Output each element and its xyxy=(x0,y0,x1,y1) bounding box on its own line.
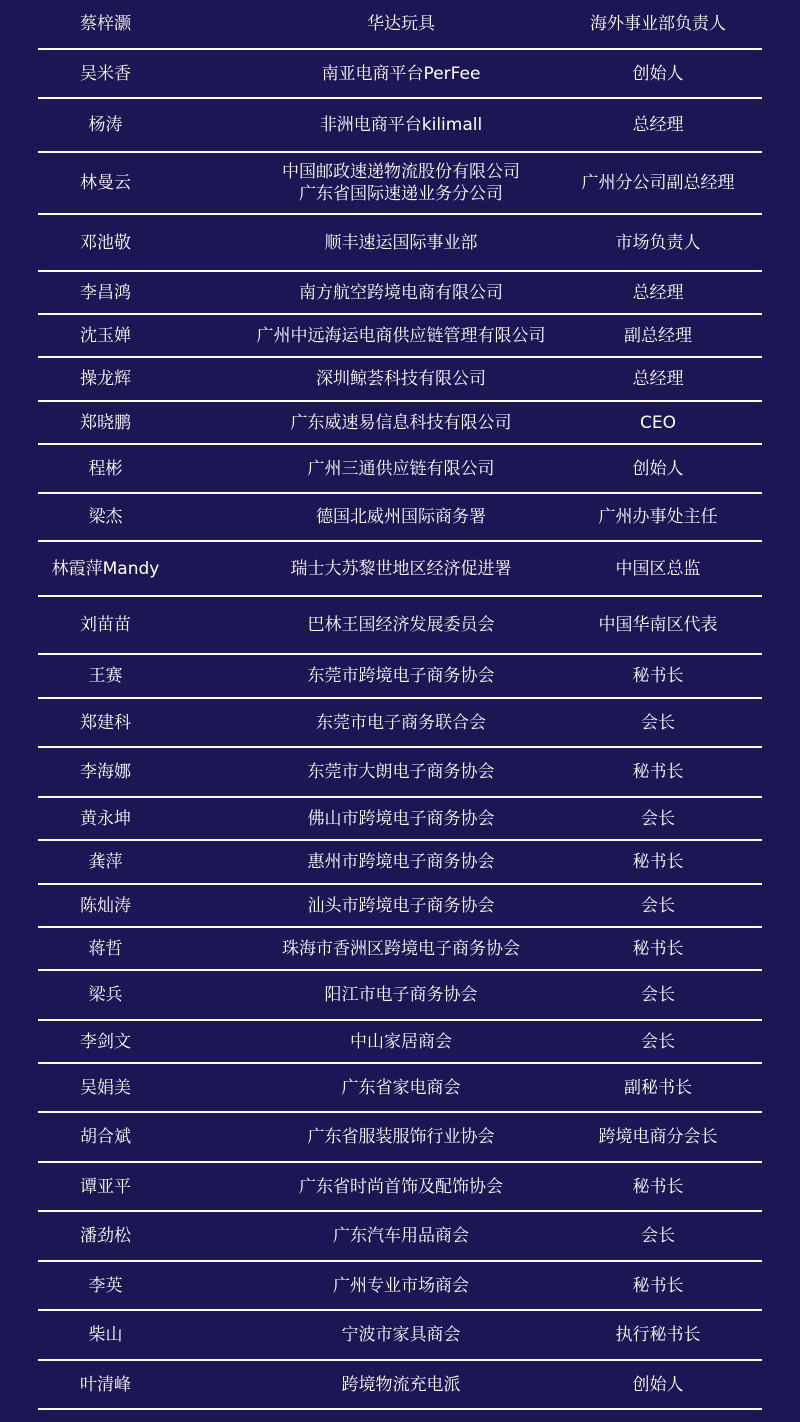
table-row xyxy=(38,445,762,494)
table-row xyxy=(38,272,762,315)
job-title: 会长 xyxy=(641,1031,675,1052)
person-name: 郑建科 xyxy=(80,712,131,733)
table-row xyxy=(38,798,762,841)
person-name: 梁杰 xyxy=(88,507,123,527)
organization xyxy=(173,1212,629,1260)
person-name: 陈灿涛 xyxy=(80,895,131,916)
person-name: 柴山 xyxy=(88,1325,123,1345)
job-title: 执行秘书长 xyxy=(615,1325,701,1345)
organization-line: 中山家居商会 xyxy=(350,1031,452,1052)
table-row xyxy=(38,1361,762,1410)
person-name: 蔡梓灏 xyxy=(80,14,131,34)
organization-line: 广东省家电商会 xyxy=(341,1077,461,1098)
organization-line: 广州三通供应链有限公司 xyxy=(307,458,495,479)
job-title: 广州办事处主任 xyxy=(598,507,718,527)
job-title: 跨境电商分会长 xyxy=(598,1127,718,1147)
job-title: 会长 xyxy=(641,985,675,1005)
job-title: 总经理 xyxy=(632,282,684,303)
table-row xyxy=(38,494,762,542)
person-name: 胡合斌 xyxy=(80,1127,131,1147)
organization-line: 广东威速易信息科技有限公司 xyxy=(290,412,512,433)
table-row xyxy=(38,542,762,597)
person-name: 王赛 xyxy=(88,666,123,686)
table-row xyxy=(38,315,762,358)
job-title: 广州分公司副总经理 xyxy=(581,173,735,193)
person-name: 吴米香 xyxy=(80,63,131,84)
person-name: 李英 xyxy=(88,1275,123,1296)
person-name: 吴娟美 xyxy=(80,1077,131,1098)
organization-line: 顺丰速运国际事业部 xyxy=(324,232,478,253)
organization-line: 深圳鲸荟科技有限公司 xyxy=(316,369,486,389)
table-row xyxy=(38,99,762,153)
organization-line: 广东省服装服饰行业协会 xyxy=(307,1127,495,1147)
organization xyxy=(173,1311,629,1359)
person-name: 潘劲松 xyxy=(80,1226,131,1246)
person-name: 林曼云 xyxy=(80,173,131,193)
table-row xyxy=(38,597,762,655)
table-row xyxy=(38,215,762,272)
organization-line: 华达玩具 xyxy=(367,14,435,34)
person-name: 黄永坤 xyxy=(80,808,131,829)
organization-line: 中国邮政速递物流股份有限公司 xyxy=(282,162,520,182)
job-title: 市场负责人 xyxy=(615,232,701,253)
organization-line: 东莞市大朗电子商务协会 xyxy=(307,762,495,782)
table-row xyxy=(38,748,762,798)
organization xyxy=(173,885,629,926)
organization xyxy=(173,153,629,213)
person-name: 梁兵 xyxy=(88,985,123,1005)
organization xyxy=(173,272,629,313)
organization-line: 惠州市跨境电子商务协会 xyxy=(307,852,495,872)
organization-line: 广东省国际速递业务分公司 xyxy=(299,184,503,204)
job-title: 创始人 xyxy=(632,1374,684,1395)
table-row xyxy=(38,928,762,971)
organization xyxy=(173,928,629,969)
person-name: 龚萍 xyxy=(88,852,123,872)
organization xyxy=(173,748,629,796)
organization-line: 阳江市电子商务协会 xyxy=(324,985,478,1005)
organization xyxy=(173,315,629,356)
job-title: 会长 xyxy=(641,712,675,733)
table-row xyxy=(38,1021,762,1064)
job-title: 中国区总监 xyxy=(615,558,701,579)
person-name: 蒋哲 xyxy=(88,938,123,959)
person-name: 郑晓鹏 xyxy=(80,412,131,433)
organization xyxy=(173,1064,629,1111)
organization xyxy=(173,597,629,653)
organization-line: 广东省时尚首饰及配饰协会 xyxy=(299,1176,503,1197)
person-name: 李昌鸿 xyxy=(80,282,131,303)
organization-line: 跨境物流充电派 xyxy=(341,1374,461,1395)
person-name: 程彬 xyxy=(88,458,123,479)
table-row xyxy=(38,1064,762,1113)
job-title: 副总经理 xyxy=(624,325,692,346)
organization xyxy=(173,655,629,697)
organization xyxy=(173,215,629,270)
job-title: 秘书长 xyxy=(632,852,684,872)
table-row xyxy=(38,841,762,885)
table-row xyxy=(38,885,762,928)
organization xyxy=(173,1163,629,1210)
job-title: 会长 xyxy=(641,1226,675,1246)
job-title: 海外事业部负责人 xyxy=(590,14,726,34)
organization xyxy=(173,0,629,48)
organization-line: 东莞市跨境电子商务协会 xyxy=(307,666,495,686)
job-title: 会长 xyxy=(641,808,675,829)
job-title: 秘书长 xyxy=(632,1275,684,1296)
job-title: 会长 xyxy=(641,895,675,916)
job-title: 总经理 xyxy=(632,369,684,389)
job-title: 秘书长 xyxy=(632,666,684,686)
table-row xyxy=(38,1311,762,1361)
organization xyxy=(173,1021,629,1062)
organization xyxy=(173,841,629,883)
table-row xyxy=(38,699,762,748)
organization-line: 珠海市香洲区跨境电子商务协会 xyxy=(282,938,520,959)
job-title: 中国华南区代表 xyxy=(598,615,718,635)
table-row xyxy=(38,50,762,99)
person-name: 杨涛 xyxy=(88,115,123,135)
job-title: 总经理 xyxy=(632,115,684,135)
organization-line: 汕头市跨境电子商务协会 xyxy=(307,895,495,916)
organization xyxy=(173,358,629,400)
job-title: CEO xyxy=(640,412,676,433)
job-title: 创始人 xyxy=(632,63,684,84)
person-name: 刘苗苗 xyxy=(80,615,131,635)
person-name: 操龙辉 xyxy=(80,369,131,389)
organization-line: 瑞士大苏黎世地区经济促进署 xyxy=(290,558,512,579)
table-row xyxy=(38,358,762,402)
organization xyxy=(173,99,629,151)
organization xyxy=(173,699,629,746)
organization-line: 广州专业市场商会 xyxy=(333,1275,469,1296)
table-row xyxy=(38,655,762,699)
organization-line: 东莞市电子商务联合会 xyxy=(316,712,486,733)
organization xyxy=(173,1262,629,1309)
table-row xyxy=(38,1212,762,1262)
organization-line: 南方航空跨境电商有限公司 xyxy=(299,282,503,303)
person-name: 李海娜 xyxy=(80,762,131,782)
job-title: 副秘书长 xyxy=(624,1077,692,1098)
person-name: 叶清峰 xyxy=(80,1374,131,1395)
job-title: 创始人 xyxy=(632,458,684,479)
organization xyxy=(173,1361,629,1408)
person-name: 谭亚平 xyxy=(80,1176,131,1197)
job-title: 秘书长 xyxy=(632,1176,684,1197)
organization-line: 德国北威州国际商务署 xyxy=(316,507,486,527)
table-row xyxy=(38,1163,762,1212)
organization-line: 广东汽车用品商会 xyxy=(333,1226,469,1246)
organization xyxy=(173,1113,629,1161)
table-row xyxy=(38,153,762,215)
organization xyxy=(173,971,629,1019)
table-row xyxy=(38,0,762,50)
job-title: 秘书长 xyxy=(632,762,684,782)
organization xyxy=(173,50,629,97)
organization xyxy=(173,798,629,839)
person-name: 李剑文 xyxy=(80,1031,131,1052)
organization-line: 佛山市跨境电子商务协会 xyxy=(307,808,495,829)
person-name: 邓池敬 xyxy=(80,232,131,253)
organization-line: 巴林王国经济发展委员会 xyxy=(307,615,495,635)
person-name: 沈玉婵 xyxy=(80,325,131,346)
table-row xyxy=(38,1113,762,1163)
table-row xyxy=(38,402,762,445)
organization-line: 南亚电商平台PerFee xyxy=(321,63,481,84)
organization xyxy=(173,445,629,492)
person-name: 林霞萍Mandy xyxy=(51,558,160,579)
organization xyxy=(173,542,629,595)
organization-line: 广州中远海运电商供应链管理有限公司 xyxy=(256,325,546,346)
organization-line: 非洲电商平台kilimall xyxy=(319,115,483,135)
organization xyxy=(173,494,629,540)
job-title: 秘书长 xyxy=(632,938,684,959)
organization xyxy=(173,402,629,443)
table-row xyxy=(38,1262,762,1311)
table-row xyxy=(38,971,762,1021)
organization-line: 宁波市家具商会 xyxy=(341,1325,461,1345)
